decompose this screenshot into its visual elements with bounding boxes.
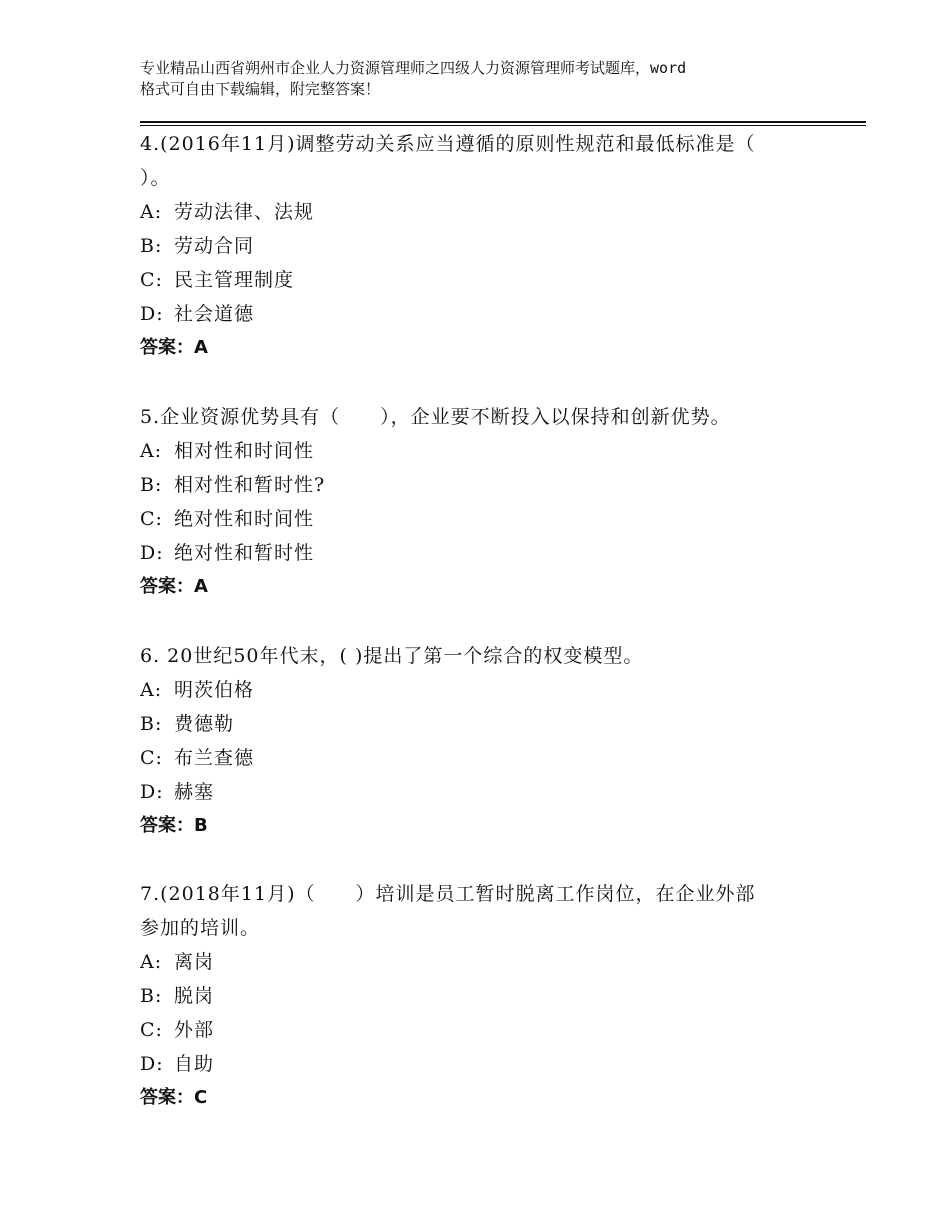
option-d bbox=[140, 775, 820, 809]
option-d bbox=[140, 297, 820, 331]
option-letter: C: bbox=[140, 508, 163, 530]
option-letter: A: bbox=[140, 951, 163, 973]
option-text: 绝对性和时间性 bbox=[174, 508, 315, 530]
question-5 bbox=[140, 400, 820, 604]
answer-value: A bbox=[194, 576, 208, 597]
option-text: 社会道德 bbox=[174, 303, 255, 325]
option-text: 离岗 bbox=[174, 951, 215, 973]
option-letter: B: bbox=[140, 713, 163, 735]
option-text: 布兰查德 bbox=[174, 747, 255, 769]
option-b bbox=[140, 468, 820, 502]
option-text: 相对性和暂时性? bbox=[174, 474, 326, 496]
option-a bbox=[140, 945, 820, 979]
option-letter: C: bbox=[140, 1019, 163, 1041]
option-text: 民主管理制度 bbox=[174, 269, 295, 291]
option-letter: A: bbox=[140, 201, 163, 223]
question-7 bbox=[140, 877, 820, 1115]
option-text: 绝对性和暂时性 bbox=[174, 542, 315, 564]
question-text-line: 6. 20世纪50年代末，( )提出了第一个综合的权变模型。 bbox=[140, 645, 644, 667]
option-d bbox=[140, 536, 820, 570]
answer-value: B bbox=[194, 815, 208, 836]
option-letter: B: bbox=[140, 235, 163, 257]
question-text-line: ）。 bbox=[140, 167, 171, 189]
option-b bbox=[140, 229, 820, 263]
question-6 bbox=[140, 639, 820, 843]
option-letter: C: bbox=[140, 747, 163, 769]
option-b bbox=[140, 979, 820, 1013]
option-a bbox=[140, 673, 820, 707]
header-divider-thin bbox=[140, 125, 866, 126]
option-c bbox=[140, 741, 820, 775]
answer-value: C bbox=[194, 1087, 208, 1108]
answer-label: 答案： bbox=[140, 337, 194, 358]
option-c bbox=[140, 1013, 820, 1047]
option-letter: D: bbox=[140, 1053, 164, 1075]
option-letter: A: bbox=[140, 679, 163, 701]
option-text: 相对性和时间性 bbox=[174, 440, 315, 462]
option-text: 脱岗 bbox=[174, 985, 215, 1007]
answer-line bbox=[140, 331, 820, 365]
option-letter: B: bbox=[140, 474, 163, 496]
option-letter: B: bbox=[140, 985, 163, 1007]
answer-label: 答案： bbox=[140, 576, 194, 597]
answer-line bbox=[140, 570, 820, 604]
option-letter: D: bbox=[140, 781, 164, 803]
option-text: 赫塞 bbox=[174, 781, 215, 803]
option-text: 劳动法律、法规 bbox=[174, 201, 315, 223]
answer-line bbox=[140, 809, 820, 843]
header-line-1: 专业精品山西省朔州市企业人力资源管理师之四级人力资源管理师考试题库，word bbox=[140, 59, 687, 77]
option-d bbox=[140, 1047, 820, 1081]
option-letter: C: bbox=[140, 269, 163, 291]
option-letter: A: bbox=[140, 440, 163, 462]
header-divider-thick bbox=[140, 121, 866, 123]
option-c bbox=[140, 502, 820, 536]
header-line-2: 格式可自由下载编辑，附完整答案！ bbox=[140, 80, 381, 98]
question-text-line: 5.企业资源优势具有（ ），企业要不断投入以保持和创新优势。 bbox=[140, 406, 731, 428]
question-text-line: 4.(2016年11月)调整劳动关系应当遵循的原则性规范和最低标准是（ bbox=[140, 133, 756, 155]
option-b bbox=[140, 707, 820, 741]
answer-value: A bbox=[194, 337, 208, 358]
question-text-line: 参加的培训。 bbox=[140, 917, 261, 939]
question-text-line: 7.(2018年11月)（ ）培训是员工暂时脱离工作岗位，在企业外部 bbox=[140, 883, 756, 905]
option-text: 明茨伯格 bbox=[174, 679, 255, 701]
option-text: 费德勒 bbox=[174, 713, 235, 735]
option-a bbox=[140, 434, 820, 468]
option-letter: D: bbox=[140, 303, 164, 325]
option-text: 自助 bbox=[174, 1053, 215, 1075]
document-header bbox=[140, 58, 840, 100]
option-text: 外部 bbox=[174, 1019, 215, 1041]
answer-label: 答案： bbox=[140, 1087, 194, 1108]
option-letter: D: bbox=[140, 542, 164, 564]
answer-label: 答案： bbox=[140, 815, 194, 836]
option-c bbox=[140, 263, 820, 297]
answer-line bbox=[140, 1081, 820, 1115]
question-4 bbox=[140, 127, 820, 365]
option-a bbox=[140, 195, 820, 229]
option-text: 劳动合同 bbox=[174, 235, 255, 257]
